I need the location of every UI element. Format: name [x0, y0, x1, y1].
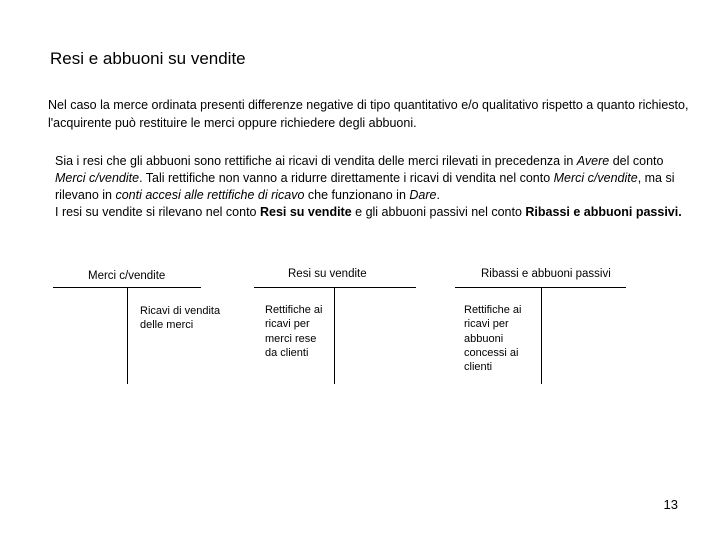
entry-line: concessi ai [464, 346, 519, 359]
text-run: I resi su vendite si rilevano nel conto [55, 205, 260, 219]
emphasis-merci-cvendite: Merci c/vendite [55, 171, 140, 185]
account-entry [265, 303, 322, 360]
intro-paragraph: Nel caso la merce ordinata presenti differenze negative di tipo quantitativo e/o qualitativo rispetto a quanto richiesto, l'acquirente può restituire le merci oppure richiedere degli abbuoni. [48, 98, 689, 130]
emphasis-conti-accesi: conti accesi alle rettifiche di ricavo [115, 188, 305, 202]
entry-line: Ricavi di vendita [140, 305, 221, 317]
entry-line: da clienti [265, 346, 309, 359]
text-run: , ma si rilevano in [55, 171, 675, 202]
entry-line: Rettifiche ai [464, 304, 522, 316]
entry-line: abbuoni [464, 332, 504, 345]
emphasis-avere: Avere [576, 154, 610, 168]
text-run: . [436, 188, 440, 202]
page-number: 13 [663, 497, 678, 512]
explanation-paragraph [55, 153, 695, 221]
entry-line: Rettifiche ai [265, 304, 323, 316]
t-account-horizontal-line [254, 287, 416, 288]
t-account-vertical-line [334, 287, 335, 384]
entry-line: merci rese [265, 332, 317, 345]
t-account-vertical-line [541, 287, 542, 384]
entry-line: clienti [464, 361, 493, 374]
emphasis-merci-cvendite-2: Merci c/vendite [553, 171, 638, 185]
slide-title: Resi e abbuoni su vendite [50, 49, 246, 68]
entry-line: ricavi per [464, 318, 509, 331]
text-run: del conto [609, 154, 664, 168]
strong-ribassi-abbuoni: Ribassi e abbuoni passivi. [525, 205, 682, 219]
account-name: Resi su vendite [288, 268, 367, 280]
account-name: Ribassi e abbuoni passivi [481, 268, 611, 280]
account-entry [140, 304, 220, 333]
account-name: Merci c/vendite [88, 270, 166, 282]
t-account-vertical-line [127, 287, 128, 384]
emphasis-dare: Dare [409, 188, 437, 202]
account-entry [464, 303, 521, 374]
strong-resi-su-vendite: Resi su vendite [259, 205, 352, 219]
text-run: Sia i resi che gli abbuoni sono rettifiche ai ricavi di vendita delle merci rilevati in precedenza in [55, 154, 577, 168]
text-run: . Tali rettifiche non vanno a ridurre direttamente i ricavi di vendita nel conto [139, 171, 554, 185]
entry-line: ricavi per [265, 318, 310, 331]
text-run: che funzionano in [304, 188, 410, 202]
entry-line: delle merci [140, 319, 194, 332]
text-run: e gli abbuoni passivi nel conto [351, 205, 526, 219]
